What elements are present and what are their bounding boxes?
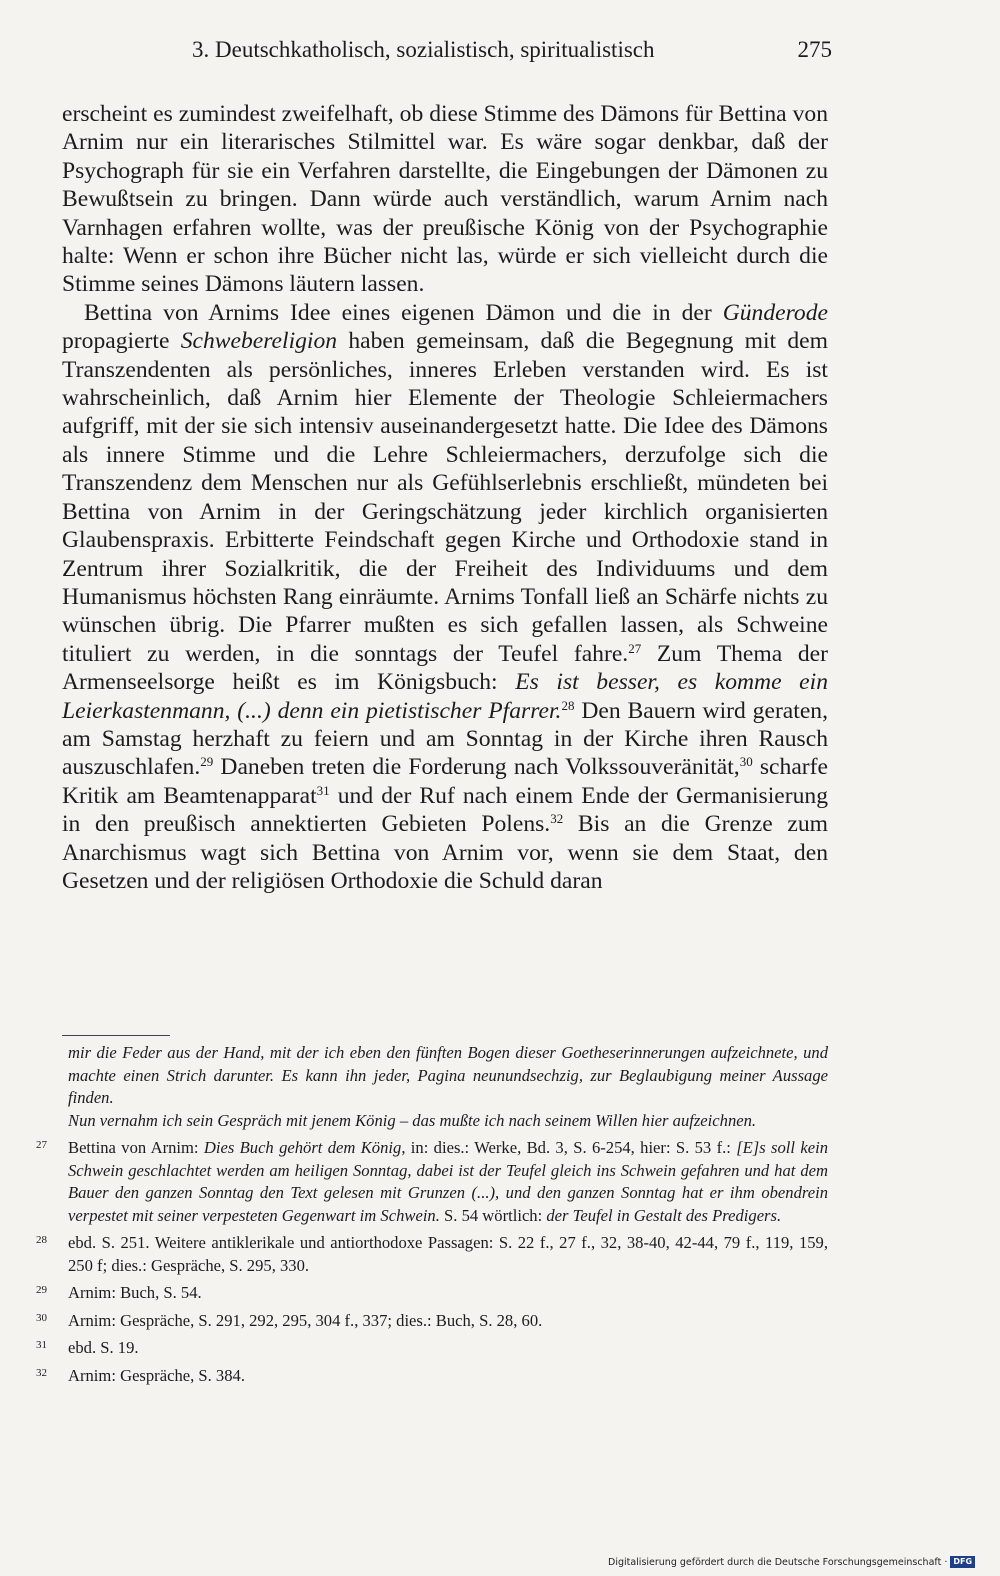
footnote-32 [36, 1365, 828, 1388]
paragraph-1: erscheint es zumindest zweifelhaft, ob diese Stimme des Dämons für Bettina von Arnim nur ein literarisches Stilmittel war. Es wäre sogar denkbar, daß der Psychograph für sie ein Verfahren darstellte, die Eingebungen der Dämonen zu Bewußtsein zu bringen. Dann würde auch verständlich, warum Arnim nach Varnhagen erfahren wollte, was der preußische König von der Psychographie halte: Wenn er schon ihre Bücher nicht las, würde er sich vielleicht durch die Stimme seines Dämons läutern lassen. [62, 101, 828, 298]
footer-text: Digitalisierung gefördert durch die Deutsche Forschungsgemeinschaft · [608, 1557, 948, 1568]
footnote-28 [36, 1232, 828, 1277]
text-run: Den Bauern wird geraten, am Samstag herzhaft zu feiern und am Sonntag in der Kirche ihren Rausch auszuschlafen. [62, 697, 828, 781]
footnote-number: 32 [36, 1366, 47, 1379]
text-run: propagierte [62, 328, 181, 355]
text-run: Zum Thema der Armenseelsorge heißt es im Königsbuch: [62, 640, 828, 696]
running-header [192, 34, 832, 66]
emphasis-schwebereligion: Schwebereligion [180, 328, 338, 355]
footnote-text: ebd. S. 19. [68, 1338, 139, 1357]
running-title: 3. Deutschkatholisch, sozialistisch, spiritualistisch [192, 37, 655, 62]
footnote-31 [36, 1337, 828, 1360]
footnote-continuation [62, 1042, 828, 1132]
text-run: S. 54 wörtlich: [439, 1205, 547, 1225]
footnote-ref-29[interactable]: 29 [200, 754, 214, 770]
footnote-number: 27 [36, 1139, 47, 1151]
footnote-number: 30 [36, 1311, 47, 1324]
page-number: 275 [797, 37, 832, 62]
main-text [62, 100, 828, 895]
emphasis-guenderode: Günderode [722, 299, 828, 326]
footnote-text: Arnim: Gespräche, S. 384. [68, 1365, 245, 1385]
emphasis-title: Dies Buch gehört dem König [203, 1138, 402, 1157]
footnote-continuation-text-2: Nun vernahm ich sein Gespräch mit jenem König – das mußte ich nach seinem Willen hier aufzeichnen. [68, 1110, 757, 1130]
digitization-footer [608, 1555, 988, 1571]
text-run: Bettina von Arnim: [68, 1138, 204, 1157]
footnote-27 [36, 1137, 829, 1227]
text-run: Bis an die Grenze zum Anarchismus wagt sich Bettina von Arnim vor, wenn sie dem Staat, den Gesetzen und der religiösen Orthodoxie die Schuld daran [62, 811, 828, 894]
footnote-ref-28[interactable]: 28 [561, 697, 575, 713]
footnote-number: 29 [36, 1284, 47, 1296]
text-run: , in: dies.: Werke, Bd. 3, S. 6-254, hier: S. 53 f.: [401, 1138, 737, 1157]
footnote-ref-31[interactable]: 31 [316, 782, 330, 798]
footnote-29 [36, 1282, 828, 1305]
footnote-number: 31 [36, 1339, 47, 1351]
emphasis-quote: der Teufel in Gestalt des Predigers. [546, 1205, 782, 1225]
text-run: und der Ruf nach einem Ende der Germanisierung in den preußisch annektierten Gebieten Polens. [62, 782, 828, 838]
footnote-ref-27[interactable]: 27 [628, 640, 642, 656]
footnotes [36, 1042, 829, 1392]
paragraph-2 [62, 299, 828, 896]
footnote-ref-32[interactable]: 32 [550, 811, 564, 827]
footnote-ref-30[interactable]: 30 [739, 754, 753, 770]
text-run: Bettina von Arnims Idee eines eigenen Dämon und die in der [84, 299, 723, 326]
text-run: scharfe Kritik am Beamtenapparat [62, 754, 828, 809]
footnote-text: Arnim: Gespräche, S. 291, 292, 295, 304 f., 337; dies.: Buch, S. 28, 60. [68, 1310, 543, 1330]
footnote-30 [36, 1310, 828, 1333]
text-run: Daneben treten die Forderung nach Volkssouveränität, [213, 754, 740, 781]
footnote-text: ebd. S. 251. Weitere antiklerikale und antiorthodoxe Passagen: S. 22 f., 27 f., 32, 38-40, 42-44, 79 f., 119, 159, 250 f; dies.: Gespräche, S. 295, 330. [68, 1233, 828, 1275]
footnote-text: Arnim: Buch, S. 54. [68, 1283, 202, 1302]
dfg-logo: DFG [950, 1556, 975, 1568]
text-run: haben gemeinsam, daß die Begegnung mit dem Transzendenten als persönliches, inneres Erleben verstanden wird. Es ist wahrscheinlich, daß Arnim hier Elemente der Theologie Schleiermachers aufgriff, mit der sie sich intensiv auseinandergesetzt hatte. Die Idee des Dämons als innere Stimme und die Lehre Schleiermachers, derzufolge sich die Transzendenz dem Menschen nur als Gefühlserlebnis erschließt, mündeten bei Bettina von Arnim in der Geringschätzung jeder kirchlich organisierten Glaubenspraxis. Erbitterte Feindschaft gegen Kirche und Orthodoxie stand in Zentrum ihrer Sozialkritik, die der Freiheit des Individuums und dem Humanismus höchsten Rang einräumte. Arnims Tonfall ließ an Schärfe nichts zu wünschen übrig. Die Pfarrer mußten es sich gefallen lassen, als Schweine tituliert zu werden, in die sonntags der Teufel fahre. [62, 328, 828, 667]
emphasis-quote: Es ist besser, es komme ein Leierkastenmann, (...) denn ein pietistischer Pfarrer. [62, 669, 828, 724]
emphasis-quote: [E]s soll kein Schwein geschlachtet werden am heiligen Sonntag, dabei ist der Teufel gleich ins Schwein gefahren und hat dem Bauer den ganzen Sonntag den Text gelesen mit Grunzen (...), und den ganzen Sonntag hat er ihm obendrein verpestet mit seiner verpesteten Gegenwart im Schwein. [68, 1138, 829, 1225]
footnote-continuation-text-1: mir die Feder aus der Hand, mit der ich eben den fünften Bogen dieser Goetheserinnerungen aufzeichnete, und machte einen Strich darunter. Es kann ihn jeder, Pagina neunundsechzig, zur Beglaubigung meiner Aussage finden. [68, 1043, 828, 1107]
footnote-divider [62, 1035, 170, 1036]
footnote-number: 28 [36, 1234, 47, 1246]
